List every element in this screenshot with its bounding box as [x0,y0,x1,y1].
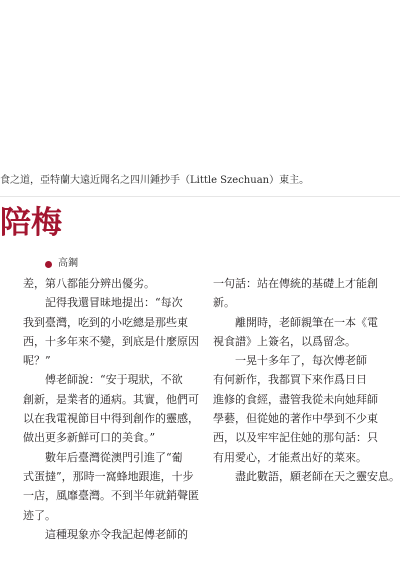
paragraph-line: 記得我還冒昧地提出：“每次 [45,296,183,310]
paragraph-line: 我到臺灣，吃到的小吃總是那些東 [23,315,188,329]
paragraph-line: 以在我電視節目中得到創作的靈感， [23,412,199,426]
paragraph-line: 學藝，但從她的著作中學到不少東 [213,412,378,426]
paragraph-line: 盡此數語，願老師在天之靈安息。 [235,469,400,483]
paragraph-line: 做出更多新鮮可口的美食。” [23,431,156,445]
paragraph-line: 式蛋撻”，那時一窩蜂地跟進，十步 [23,469,194,483]
divider [0,196,400,197]
paragraph-line: 西，十多年來不變，到底是什麼原因 [23,334,199,348]
paragraph-line: 數年后臺灣從澳門引進了“葡 [45,450,183,464]
paragraph-line: 一店，風靡臺灣。不到半年就銷聲匿 [23,489,199,503]
paragraph-line: 差，第八都能分辨出優劣。 [23,277,155,290]
paragraph-line: 西，以及牢牢記住她的那句話：只 [213,431,378,445]
article-headline: 陪梅 [0,205,62,241]
paragraph-line: 迹了。 [23,508,56,522]
paragraph-line: 創新，是業者的通病。其實，他們可 [23,392,199,406]
paragraph-line: 這種現象亦令我記起傅老師的 [45,527,188,541]
author-byline [45,257,78,271]
intro-line: 食之道，亞特蘭大遠近聞名之四川鍾抄手（Little Szechuan）東主。 [0,175,310,186]
right-column [213,274,400,486]
bullet-dot-icon [45,261,52,268]
paragraph-line: 一句話：站在傳統的基礎上才能創 [213,277,378,290]
paragraph-line: 新。 [213,296,235,310]
paragraph-line: 視食譜》上簽名，以爲留念。 [213,334,356,348]
paragraph-line: 進修的食經，盡管我從未向她拜師 [213,392,378,406]
paragraph-line: 有用愛心，才能煮出好的菜來。 [213,450,367,464]
author-name: 高鋼 [58,258,78,269]
paragraph-line: 有何新作，我都買下來作爲日日 [213,373,367,387]
paragraph-line: 呢？” [23,354,51,368]
paragraph-line: 離開時，老師親筆在一本《電 [235,315,378,329]
left-column [23,274,203,544]
paragraph-line: 一晃十多年了，每次傅老師 [235,354,367,368]
paragraph-line: 傅老師說：“安于現狀，不欲 [45,373,183,387]
